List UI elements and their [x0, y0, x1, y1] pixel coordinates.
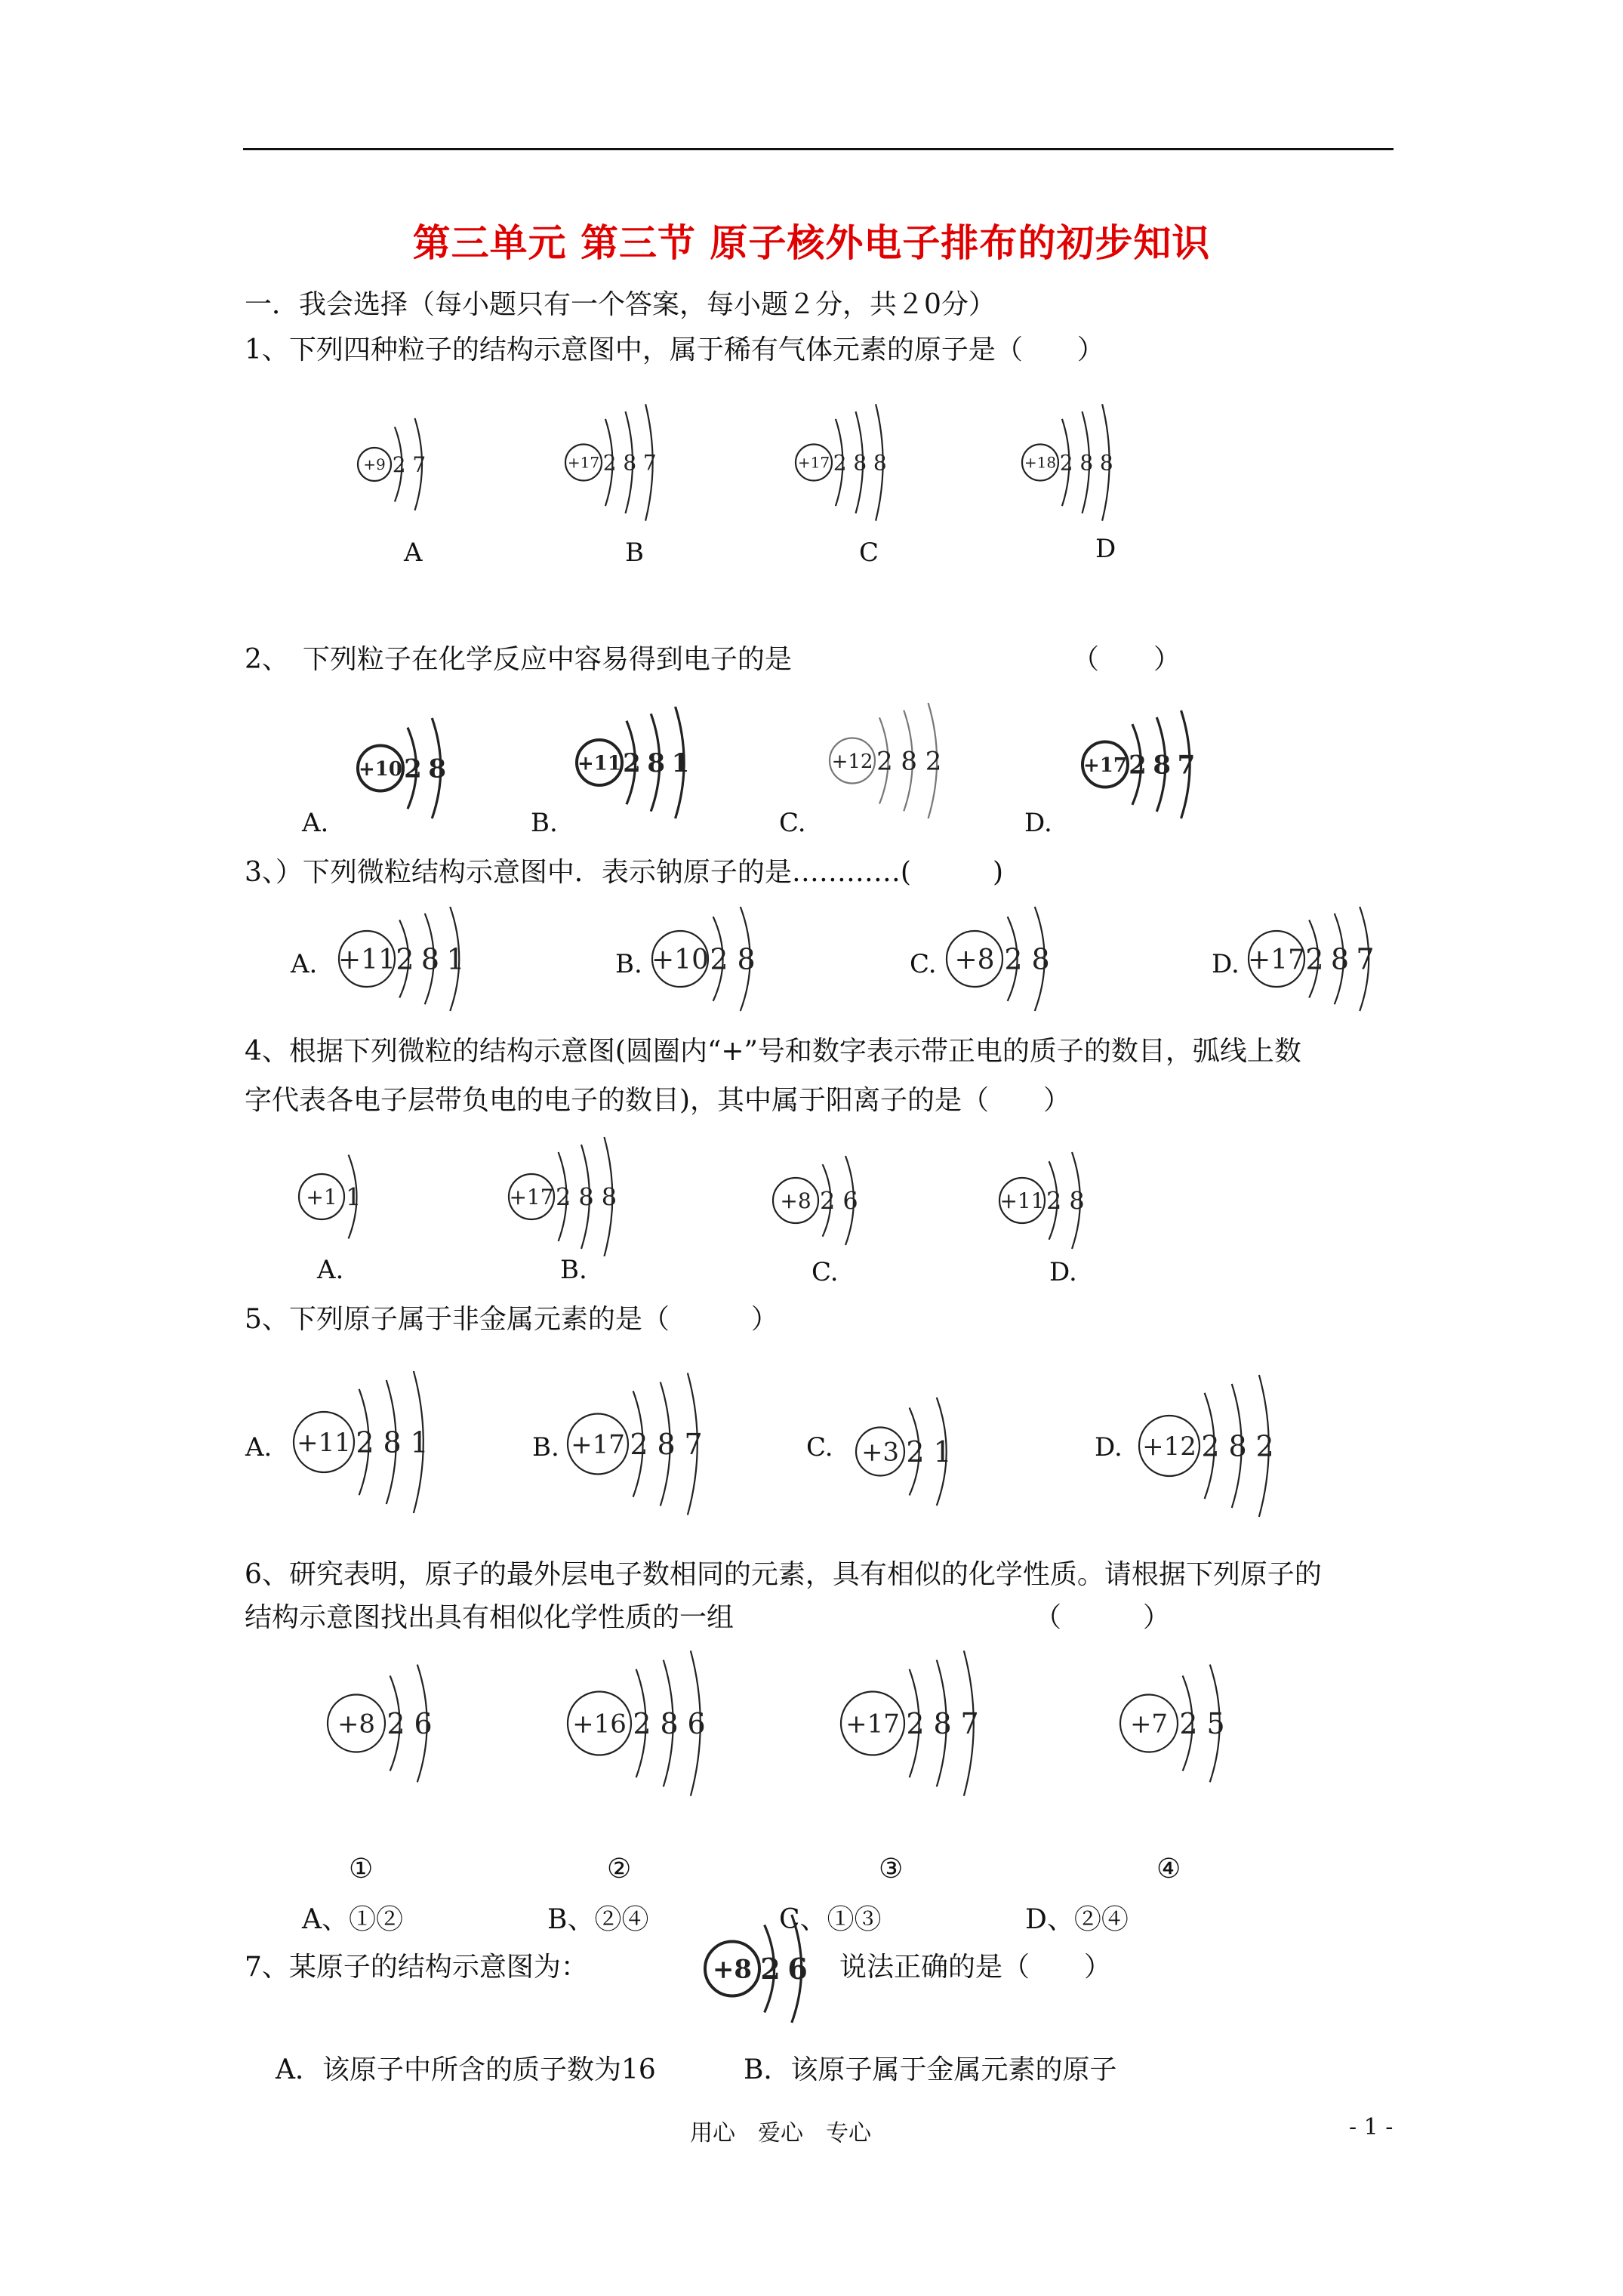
electron-count: 7 [642, 450, 657, 476]
electron-count: 2 [1059, 450, 1073, 476]
choice-label: D. [1024, 808, 1052, 838]
atom-diagram [1019, 381, 1185, 544]
electron-count: 8 [1031, 942, 1050, 976]
choice-label: B. [560, 1255, 587, 1285]
choice-label: A. [245, 1432, 273, 1462]
choice-label: D. [1212, 949, 1240, 979]
nucleus-charge: +17 [567, 453, 600, 472]
atom-diagram [838, 1642, 1012, 1804]
electron-count: 1 [345, 1182, 362, 1212]
electron-count: 2 [392, 452, 406, 478]
question-3: 3、）下列微粒结构示意图中．表示钠原子的是…………( ) [245, 857, 1003, 888]
electron-count: 8 [623, 450, 637, 476]
electron-count: 8 [660, 1707, 679, 1741]
question-6-line-1: 6、研究表明，原子的最外层电子数相同的元素，具有相似的化学性质。请根据下列原子的 [245, 1559, 1322, 1590]
atom-diagram [702, 1910, 853, 2027]
electron-count: 8 [657, 1428, 676, 1462]
electron-count: 7 [960, 1707, 979, 1741]
nucleus-charge: +17 [1083, 754, 1127, 777]
electron-count: 8 [1330, 942, 1350, 976]
electron-count: 8 [420, 942, 440, 976]
electron-count: 2 [1255, 1429, 1274, 1463]
header-rule [243, 148, 1394, 150]
electron-count: 8 [601, 1182, 617, 1212]
electron-count: 2 [876, 746, 893, 777]
nucleus-charge: +8 [780, 1188, 812, 1214]
nucleus-charge: +17 [845, 1709, 900, 1740]
electron-count: 8 [901, 746, 918, 777]
diagram-number: ④ [1156, 1854, 1181, 1885]
choice-label: D. [1095, 1432, 1123, 1462]
electron-count: 1 [410, 1425, 429, 1459]
electron-count: 2 [555, 1182, 571, 1212]
atom-diagram [770, 1151, 906, 1250]
question-7-tail: 说法正确的是（ ） [839, 1952, 1112, 1983]
atom-diagram [291, 1355, 464, 1529]
electron-count: 2 [633, 1707, 651, 1741]
nucleus-charge: +18 [1024, 453, 1057, 472]
electron-count: 7 [1356, 942, 1375, 976]
choice-label: A. [291, 949, 318, 979]
section-heading: 一．我会选择（每小题只有一个答案，每小题２分，共２0分） [245, 289, 996, 320]
atom-diagram [853, 1389, 981, 1514]
choice-label: B. [532, 1432, 559, 1462]
choice-label: A [404, 538, 423, 568]
atom-diagram [996, 1148, 1132, 1253]
electron-count: 5 [1206, 1707, 1225, 1741]
choice-label: B. [615, 949, 642, 979]
question-6-line-2: 结构示意图找出具有相似化学性质的一组 [245, 1602, 735, 1633]
electron-count: 2 [1129, 750, 1147, 781]
atom-diagram [793, 381, 959, 544]
atom-diagram [827, 698, 993, 823]
electron-count: 8 [647, 748, 666, 779]
answer-bracket: （ ） [1072, 644, 1181, 675]
nucleus-charge: +11 [577, 752, 621, 775]
nucleus-charge: +8 [337, 1709, 376, 1740]
nucleus-charge: +1 [306, 1185, 337, 1210]
atom-diagram [355, 713, 506, 823]
atom-diagram [1117, 1657, 1261, 1789]
atom-diagram [574, 702, 740, 823]
electron-count: 8 [853, 450, 867, 476]
electron-count: 2 [387, 1707, 405, 1741]
nucleus-charge: +11 [338, 944, 396, 975]
atom-diagram [565, 1363, 738, 1525]
electron-count: 8 [428, 754, 447, 784]
electron-count: 8 [1228, 1429, 1247, 1463]
atom-diagram [944, 902, 1095, 1015]
electron-count: 7 [1177, 750, 1196, 781]
electron-count: 2 [925, 746, 942, 777]
page-title: 第三单元 第三节 原子核外电子排布的初步知识 [412, 220, 1211, 265]
question-1: 1、下列四种粒子的结构示意图中，属于稀有气体元素的原子是（ ） [245, 334, 1104, 365]
question-5: 5、下列原子属于非金属元素的是（ ） [245, 1304, 778, 1335]
electron-count: 1 [933, 1435, 952, 1469]
electron-count: 2 [623, 748, 641, 779]
electron-count: 8 [1153, 750, 1172, 781]
electron-count: 2 [356, 1425, 374, 1459]
electron-count: 7 [412, 452, 427, 478]
electron-count: 8 [933, 1707, 952, 1741]
atom-diagram [1079, 706, 1246, 823]
atom-diagram [336, 902, 487, 1015]
choice-label: A. [302, 808, 329, 838]
nucleus-charge: +11 [999, 1188, 1045, 1214]
electron-count: 2 [710, 942, 728, 976]
diagram-number: ② [607, 1854, 632, 1885]
nucleus-charge: +12 [831, 750, 873, 773]
nucleus-charge: +7 [1129, 1709, 1169, 1740]
electron-count: 8 [1069, 1186, 1085, 1216]
electron-count: 8 [1079, 450, 1094, 476]
electron-count: 2 [819, 1186, 836, 1216]
electron-count: 6 [842, 1186, 858, 1216]
electron-count: 2 [1004, 942, 1023, 976]
electron-count: 8 [737, 942, 756, 976]
option-d: D、②④ [1025, 1904, 1129, 1935]
atom-diagram [562, 381, 728, 544]
atom-diagram [325, 1657, 468, 1789]
choice-label: D [1095, 534, 1116, 564]
electron-count: 2 [906, 1707, 925, 1741]
electron-count: 2 [1046, 1186, 1062, 1216]
electron-count: 2 [906, 1435, 925, 1469]
electron-count: 8 [873, 450, 887, 476]
electron-count: 6 [687, 1707, 706, 1741]
nucleus-charge: +17 [1248, 944, 1305, 975]
nucleus-charge: +3 [861, 1437, 900, 1468]
question-2: 2、 下列粒子在化学反应中容易得到电子的是 [245, 644, 792, 675]
choice-label: C. [779, 808, 806, 838]
electron-count: 2 [1201, 1429, 1220, 1463]
atom-diagram [1136, 1363, 1310, 1529]
choice-label: C. [910, 949, 937, 979]
choice-label: C [859, 538, 879, 568]
nucleus-charge: +8 [954, 944, 995, 975]
electron-count: 2 [760, 1952, 781, 1986]
choice-label: B. [531, 808, 558, 838]
option-a: A、①② [302, 1904, 403, 1935]
option-c: C、①③ [779, 1904, 882, 1935]
atom-diagram [355, 396, 498, 532]
option-b: B、②④ [547, 1904, 649, 1935]
page-number: - 1 - [1349, 2114, 1394, 2140]
electron-count: 7 [684, 1428, 703, 1462]
electron-count: 8 [578, 1182, 594, 1212]
nucleus-charge: +9 [363, 455, 386, 474]
electron-count: 1 [446, 942, 465, 976]
electron-count: 1 [671, 748, 690, 779]
nucleus-charge: +17 [509, 1185, 554, 1210]
atom-diagram [506, 1133, 664, 1261]
choice-label: D. [1049, 1257, 1077, 1287]
electron-count: 2 [630, 1428, 648, 1462]
electron-count: 2 [602, 450, 617, 476]
option-b: B．该原子属于金属元素的原子 [744, 2054, 1117, 2085]
electron-count: 8 [383, 1425, 402, 1459]
diagram-number: ③ [879, 1854, 904, 1885]
electron-count: 6 [787, 1952, 808, 1986]
choice-label: C. [812, 1257, 839, 1287]
nucleus-charge: +10 [359, 757, 402, 781]
electron-count: 2 [1179, 1707, 1198, 1741]
atom-diagram [565, 1642, 738, 1804]
footer-slogan: 用心 爱心 专心 [690, 2120, 871, 2147]
question-4-line-2: 字代表各电子层带负电的电子的数目)，其中属于阳离子的是（ ） [245, 1085, 1071, 1116]
nucleus-charge: +17 [797, 453, 830, 472]
answer-bracket: （ ） [1034, 1602, 1171, 1633]
electron-count: 2 [396, 942, 414, 976]
choice-label: A. [317, 1255, 344, 1285]
question-4-line-1: 4、根据下列微粒的结构示意图(圆圈内“+”号和数字表示带正电的质子的数目，弧线上数 [245, 1036, 1301, 1067]
electron-count: 6 [414, 1707, 433, 1741]
diagram-number: ① [349, 1854, 374, 1885]
electron-count: 2 [833, 450, 847, 476]
nucleus-charge: +11 [297, 1428, 351, 1459]
nucleus-charge: +17 [571, 1429, 625, 1460]
option-a: A．该原子中所含的质子数为16 [276, 2054, 656, 2085]
nucleus-charge: +8 [712, 1954, 753, 1985]
choice-label: C. [806, 1432, 833, 1462]
question-7: 7、某原子的结构示意图为： [245, 1952, 588, 1983]
atom-diagram [1246, 902, 1397, 1015]
electron-count: 8 [1099, 450, 1113, 476]
choice-label: B [625, 538, 644, 568]
nucleus-charge: +16 [572, 1709, 627, 1740]
nucleus-charge: +10 [651, 944, 709, 975]
electron-count: 2 [1305, 942, 1324, 976]
atom-diagram [649, 902, 800, 1015]
electron-count: 2 [404, 754, 422, 784]
atom-diagram [296, 1148, 402, 1246]
nucleus-charge: +12 [1142, 1432, 1196, 1462]
